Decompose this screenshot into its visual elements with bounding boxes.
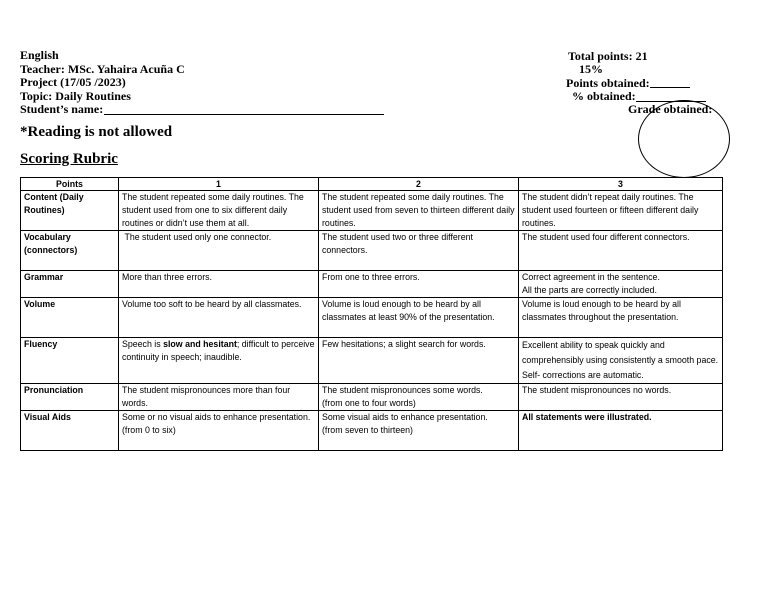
column-header: 3: [519, 178, 723, 191]
table-cell: The student repeated some daily routines. The student used from one to six different daily routines or didn’t use them at all.: [119, 191, 319, 231]
table-row: [21, 411, 723, 451]
table-cell: The student used only one connector.: [119, 231, 319, 271]
cell-line: (from 0 to six): [122, 425, 176, 435]
table-cell: The student repeated some daily routines. The student used from seven to thirteen different daily routines.: [319, 191, 519, 231]
table-cell: Volume is loud enough to be heard by all classmates at least 90% of the presentation.: [319, 298, 519, 338]
column-header: Points: [21, 178, 119, 191]
subject-label: English: [20, 48, 59, 62]
table-cell: [319, 411, 519, 451]
header-left: [20, 49, 185, 117]
cell-text: ; difficult to perceive continuity in speech; inaudible.: [122, 339, 315, 362]
table-cell: The student mispronounces no words.: [519, 384, 723, 411]
table-row: [21, 231, 723, 271]
cell-line: Some visual aids to enhance presentation.: [322, 412, 488, 422]
criterion-cell: Content (Daily Routines): [21, 191, 119, 231]
table-cell: The student used two or three different connectors.: [319, 231, 519, 271]
table-cell: [119, 411, 319, 451]
percent-value: 15%: [579, 62, 603, 76]
table-cell: From one to three errors.: [319, 271, 519, 298]
table-row: [21, 271, 723, 298]
cell-text-bold: slow and hesitant: [163, 339, 237, 349]
table-cell: The student didn’t repeat daily routines. The student used fourteen or fifteen different daily routines.: [519, 191, 723, 231]
column-header: 1: [119, 178, 319, 191]
table-header-row: [21, 178, 723, 191]
teacher-label: Teacher: MSc. Yahaira Acuña C: [20, 61, 185, 76]
points-obtained-field[interactable]: [650, 87, 690, 88]
table-cell: Volume is loud enough to be heard by all classmates throughout the presentation.: [519, 298, 723, 338]
cell-line: Some or no visual aids to enhance presentation.: [122, 412, 311, 422]
column-header: 2: [319, 178, 519, 191]
criterion-cell: Fluency: [21, 338, 119, 384]
total-points: Total points: 21: [568, 49, 648, 63]
table-cell: The student used four different connectors.: [519, 231, 723, 271]
table-cell: Few hesitations; a slight search for words.: [319, 338, 519, 384]
table-row: [21, 298, 723, 338]
table-cell: [519, 271, 723, 298]
table-cell: More than three errors.: [119, 271, 319, 298]
table-cell: [119, 338, 319, 384]
project-label: Project (17/05 /2023): [20, 75, 126, 89]
table-cell: Volume too soft to be heard by all classmates.: [119, 298, 319, 338]
table-cell: The student mispronounces more than four words.: [119, 384, 319, 411]
table-cell: All statements were illustrated.: [519, 411, 723, 451]
scoring-rubric-table: [20, 177, 723, 451]
table-cell: Excellent ability to speak quickly and comprehensibly using consistently a smooth pace. Self- corrections are automatic.: [519, 338, 723, 384]
criterion-cell: Volume: [21, 298, 119, 338]
reading-note: *Reading is not allowed: [20, 124, 173, 140]
criterion-cell: Visual Aids: [21, 411, 119, 451]
points-obtained-label: Points obtained:: [566, 76, 650, 90]
cell-text: Speech is: [122, 339, 164, 349]
table-cell: [319, 384, 519, 411]
table-row: [21, 384, 723, 411]
student-name-field[interactable]: [104, 114, 384, 115]
criterion-cell: Pronunciation: [21, 384, 119, 411]
grade-obtained-label: Grade obtained:: [628, 102, 713, 116]
criterion-cell: Grammar: [21, 271, 119, 298]
student-name-label: Student’s name:: [20, 102, 104, 116]
cell-line: (from one to four words): [322, 398, 416, 408]
cell-line: Correct agreement in the sentence.: [522, 272, 660, 282]
criterion-cell: Vocabulary (connectors): [21, 231, 119, 271]
cell-line: (from seven to thirteen): [322, 425, 413, 435]
grade-circle: [638, 100, 730, 178]
topic-label: Topic: Daily Routines: [20, 88, 131, 103]
table-row: [21, 191, 723, 231]
percent-obtained-label: % obtained:: [572, 89, 636, 103]
table-row: [21, 338, 723, 384]
rubric-title: Scoring Rubric: [20, 151, 118, 167]
cell-line: All the parts are correctly included.: [522, 285, 657, 295]
cell-line: The student mispronounces some words.: [322, 385, 483, 395]
